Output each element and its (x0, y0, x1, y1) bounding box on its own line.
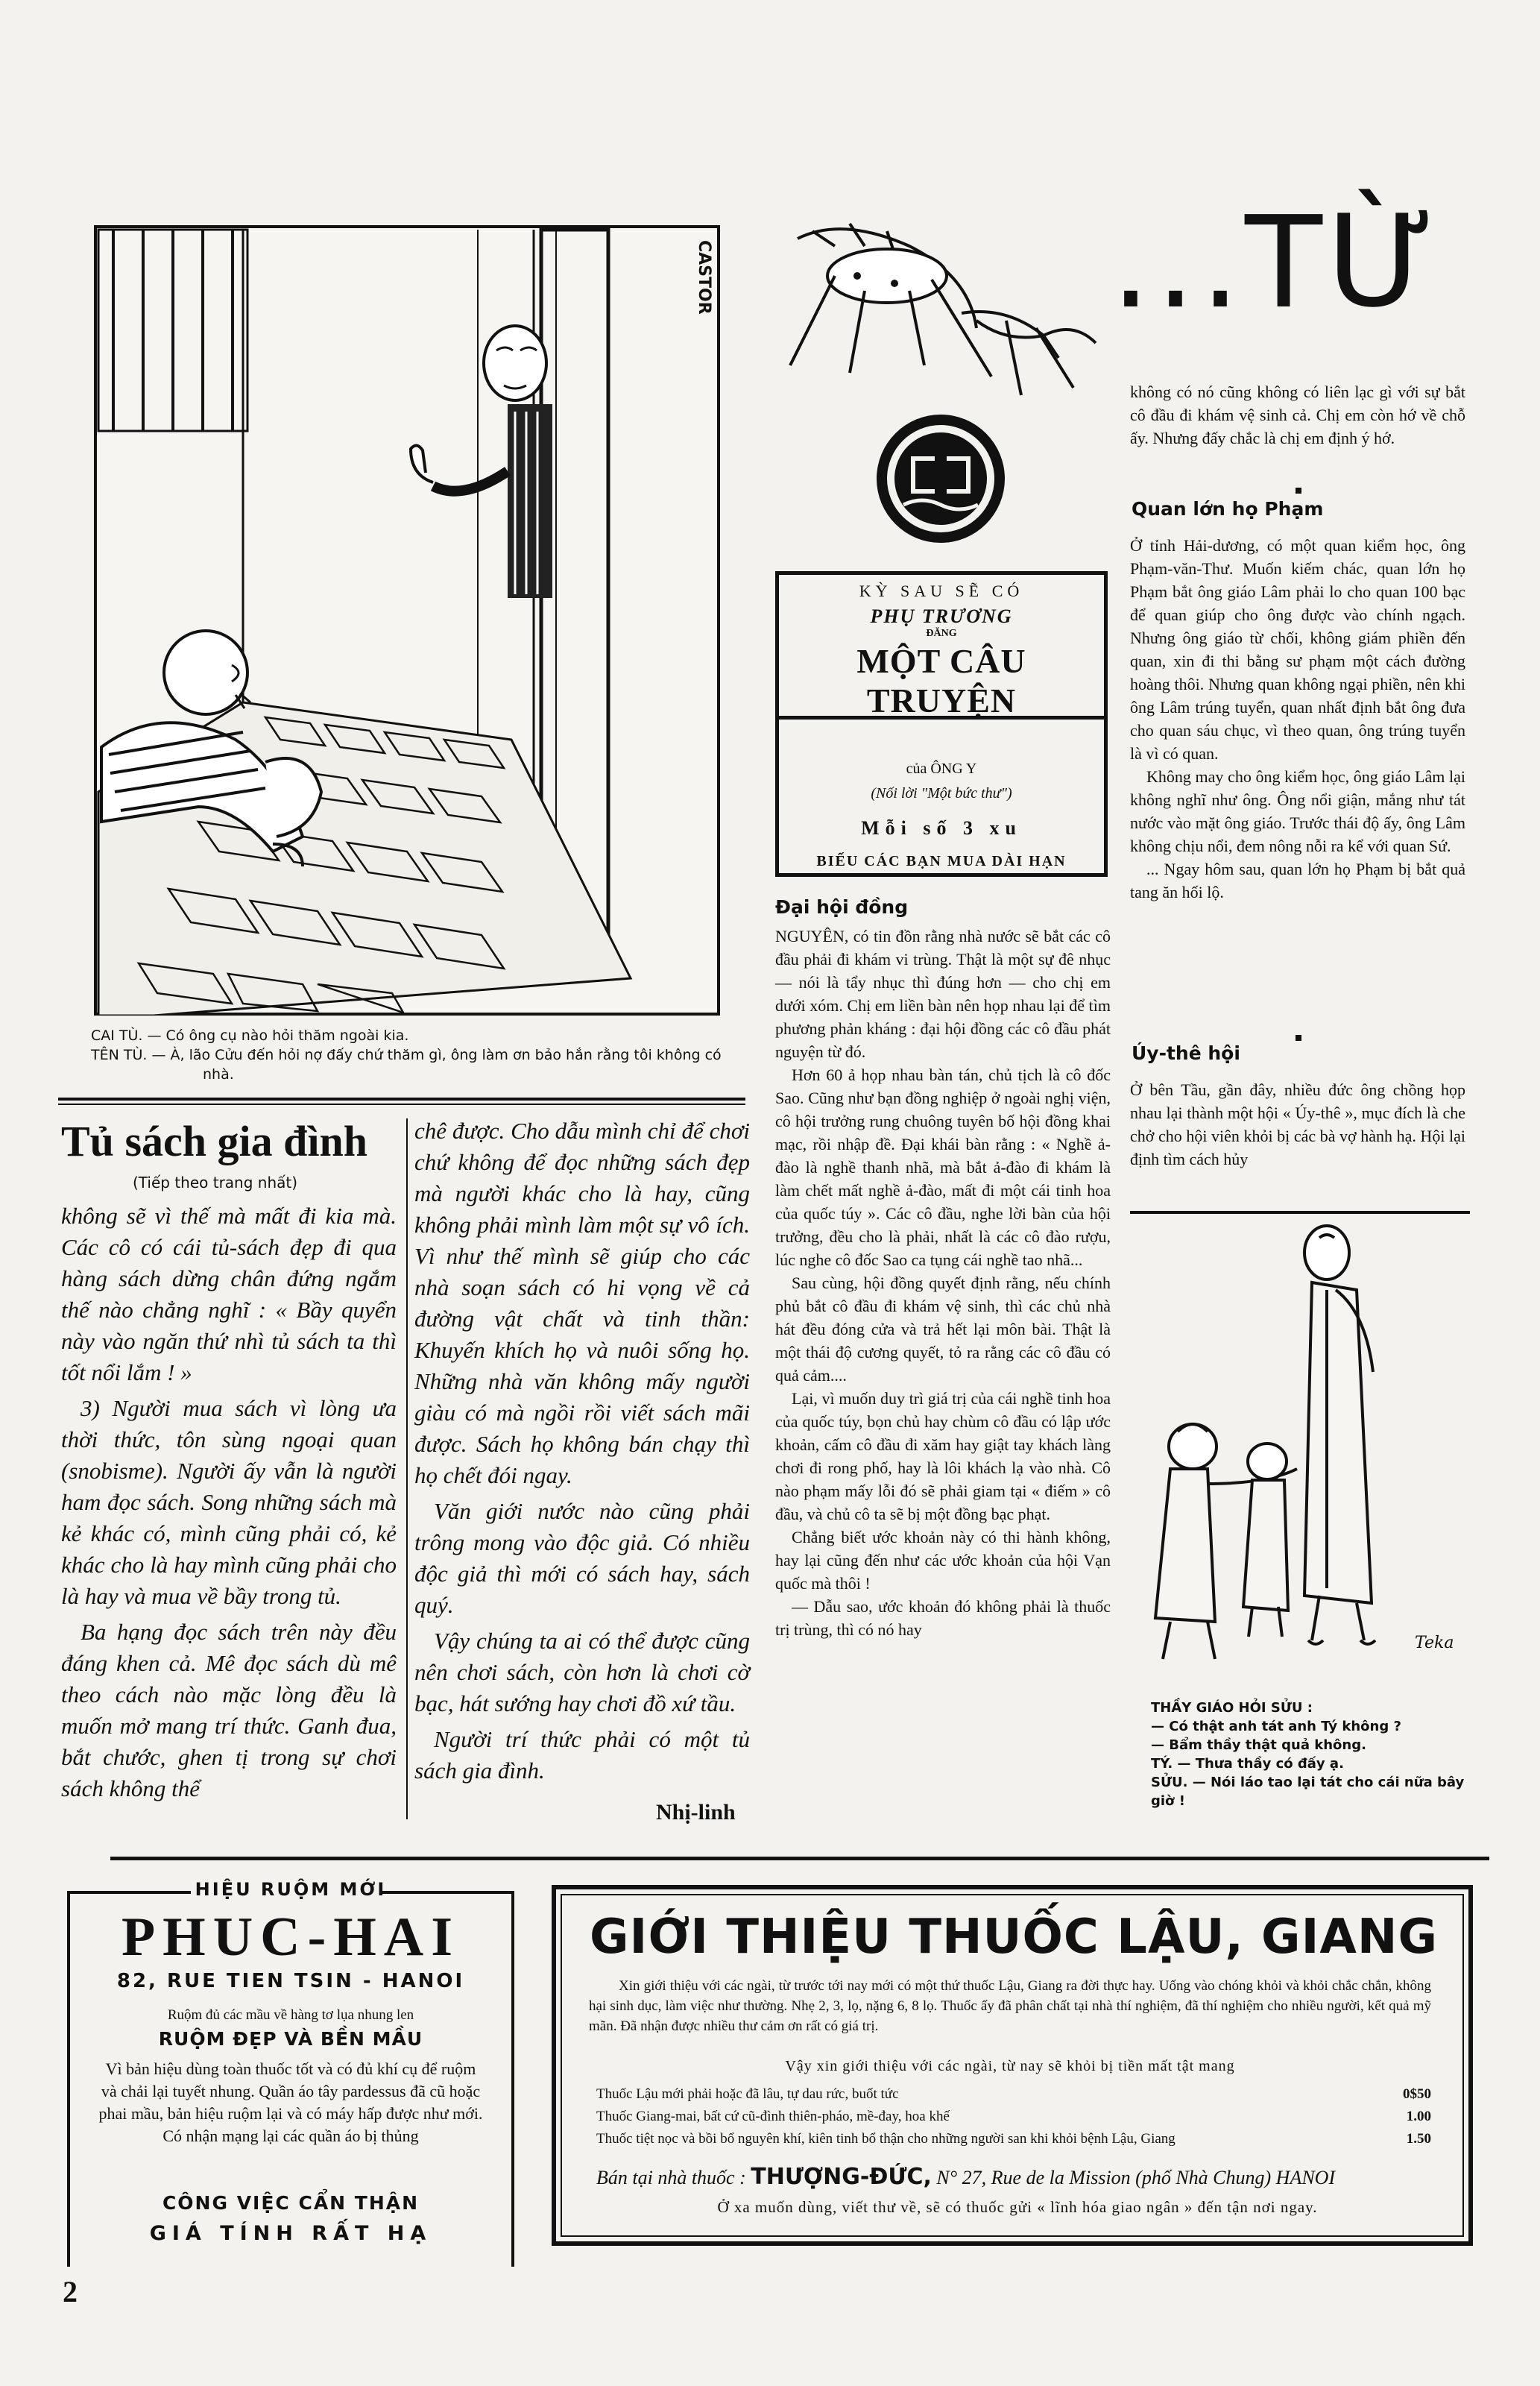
article-subtitle: (Tiếp theo trang nhất) (133, 1174, 298, 1192)
paragraph: Người trí thức phải có một tủ sách gia đình. (414, 1726, 750, 1784)
promo-line: (Nối lời "Một bức thư") (871, 785, 1012, 802)
paragraph: Sau cùng, hội đồng quyết định rằng, nếu chính phủ bắt cô đầu đi khám vệ sinh, thì các chủ nhà hát đều đóng cửa và trả hết lại môn bài. Thật là một thái độ cương quyết, tỏ ra rằng các cô đầu có quả cảm.... (775, 1274, 1111, 1385)
divider (58, 1098, 745, 1101)
seller-prefix: Bán tại nhà thuốc : (596, 2167, 746, 2188)
promo-line: KỲ SAU SẼ CÓ (859, 582, 1024, 600)
promo-line: MỘT CÂU TRUYỆN (856, 642, 1026, 720)
ad-footer: Ở xa muốn dùng, viết thư về, sẽ có thuốc gửi « lĩnh hóa giao ngân » đến tận nơi ngay. (717, 2198, 1318, 2216)
section-title: Úy-thê hội (1132, 1042, 1240, 1064)
ad-body: Xin giới thiệu với các ngài, từ trước tới nay mới có một thứ thuốc Lậu, Giang ra đời thực hay. Uống vào chóng khỏi và khỏi chắc chắn, không hại sinh dục, làm việc như thường. Nhẹ 2, 3, lọ, nặng 6, 8 lọ. Thuốc ấy đã phân chất tại nhà thí nghiệm, đã thí nghiệm cho nhiều người, kết quả mỹ mãn. Đã nhận được nhiều thư cảm ơn rất có giá trị. (589, 1978, 1431, 2034)
right-intro: không có nó cũng không có liên lạc gì với sự bắt cô đầu đi khám vệ sinh cả. Chị em còn hớ về chỗ ấy. Nhưng đấy chắc là chị em định ý hớ. (1130, 383, 1465, 447)
ad-line: CÔNG VIỆC CẨN THẬN (162, 2192, 420, 2214)
ad-seller (596, 2164, 1439, 2190)
ad-phuchai (67, 1879, 514, 2267)
cartoon-caption (91, 1026, 732, 1084)
divider (58, 1104, 745, 1105)
header-insect-illustration (783, 209, 1133, 403)
paragraph: NGUYÊN, có tin đồn rằng nhà nước sẽ bắt các cô đầu phải đi khám vi trùng. Thật là một sự đê nhục — nói là tẩy nhục thì đúng hơn — cho chị em dưới xóm. Chị em liền bàn nên họp nhau lại để tìm phương phản kháng : đại hội đồng các cô đầu phát nguyện từ đó. (775, 927, 1111, 1061)
ad-intro: Vậy xin giới thiệu với các ngài, từ nay sẽ khỏi bị tiền mất tật mang (785, 2058, 1235, 2074)
cartoon2-caption (1151, 1699, 1471, 1810)
paragraph: 3) Người mua sách vì lòng ưa thời thức, tôn sùng ngoại quan (snobisme). Người ấy vẫn là người ham đọc sách. Song những sách mà kẻ khác có, mình cũng phải có, kẻ khác cho là hay mình cũng phải cho là hay và mua về bầy trong tủ. (61, 1395, 397, 1609)
article-tusach-col2 (414, 1115, 750, 1787)
ad-line: Ruộm đủ các mầu về hàng tơ lụa nhung len (167, 2007, 414, 2023)
emblem (874, 412, 1008, 546)
cartoon-caption-line: TÊN TÙ. — À, lão Cửu đến hỏi nợ đấy chứ thăm gì, ông làm ơn bảo hắn rằng tôi không có nhà. (91, 1047, 722, 1083)
promo-line: PHỤ TRƯƠNG (870, 605, 1013, 627)
price-value: 1.00 (1406, 2109, 1431, 2124)
price-row (596, 2106, 1431, 2128)
ad-line: GIÁ TÍNH RẤT HẠ (149, 2222, 432, 2245)
section-title: Đại hội đồng (775, 896, 909, 918)
header-title: ...TỪ (1111, 189, 1440, 337)
caption-line: THẦY GIÁO HỎI SỬU : (1151, 1700, 1313, 1716)
teacher-students-illustration (1140, 1223, 1468, 1685)
promo-line: Mỗi số 3 xu (861, 817, 1022, 839)
ad-top: HIỆU RUỘM MỚI (195, 1879, 387, 1900)
uythe-body: Ở bên Tầu, gần đây, nhiều đức ông chồng họp nhau lại thành một hội « Úy-thê », mục đích là che chở cho hội viên khỏi bị các bà vợ hành hạ. Hội lại định tìm cách hủy (1130, 1080, 1465, 1168)
ad-body: Vì bản hiệu dùng toàn thuốc tốt và có đủ khí cụ để ruộm và chải lại tuyết nhung. Quần áo tây pardessus đã cũ hoặc phai mầu, bản hiệu ruộm lại và có máy hấp được như mới. Có nhận mạng lại các quần áo bị thủng (98, 2059, 483, 2145)
seller-name: THƯỢNG-ĐỨC, (751, 2164, 932, 2190)
ad-name: PHUC-HAI (121, 1907, 461, 1968)
column-rule (406, 1118, 408, 1819)
price-value: 1.50 (1406, 2131, 1431, 2147)
cartoon-castor (94, 225, 720, 1016)
paragraph: Không may cho ông kiểm học, ông giáo Lâm lại không nghĩ như ông. Ông nổi giận, mắng như tát nước vào mặt ông giáo. Trước thái độ ấy, ông Lâm không chịu nổi, đem nông nỗi ra kể với quan Sứ. (1130, 767, 1465, 855)
cartoon-prison-illustration (94, 225, 720, 1016)
caption-line: TÝ. — Thưa thầy có đấy ạ. (1151, 1756, 1344, 1772)
daihoidong-body (775, 925, 1111, 1641)
caption-line: — Bẩm thầy thật quả không. (1151, 1737, 1366, 1753)
price-row (596, 2083, 1431, 2106)
fleur-emblem-icon (874, 412, 1008, 546)
paragraph: — Dẫu sao, ước khoản đó không phải là thuốc trị trùng, thì có nó hay (775, 1597, 1111, 1639)
caption-line: SỬU. — Nói láo tao lại tát cho cái nữa bây giờ ! (1151, 1775, 1465, 1809)
cartoon-signature: Teka (1415, 1634, 1454, 1652)
promo-box-content (780, 582, 1103, 870)
page-number: 2 (63, 2275, 78, 2308)
paragraph: Ba hạng đọc sách trên này đều đáng khen cả. Mê đọc sách dù mê theo cách nào mặc lòng đều là muốn mở mang trí thức. Ganh đua, bắt chước, ghen tị trong sự chơi sách không thể (61, 1619, 397, 1801)
paragraph: không sẽ vì thế mà mất đi kia mà. Các cô có cái tủ-sách đẹp đi qua hàng sách dừng chân đứng ngắm thế nào chẳng nghĩ : « Bầy quyển này vào ngăn thứ nhì tủ sách ta thì tốt nổi lắm ! » (61, 1203, 397, 1385)
price-label: Thuốc Lậu mới phải hoặc đã lâu, tự dau rức, buốt tức (596, 2086, 899, 2102)
divider (110, 1857, 1489, 1860)
article-tusach-col1 (61, 1200, 397, 1804)
paragraph: Lại, vì muốn duy trì giá trị của cái nghề tinh hoa của quốc túy, bọn chủ hay chùm cô đầu có lập ước khoản, cấm cô đầu đi xăm hay giật tay khách làng chơi đi rong phố, hay là lôi khách lạ vào nhà. Cô nào phạm mấy lỗi đó sẽ phải giam tại « điếm » cô đầu, và chủ cô ta sẽ bị một đồng bạc phạt. (775, 1389, 1111, 1523)
ad-address: 82, RUE TIEN TSIN - HANOI (116, 1970, 465, 1992)
paragraph: Văn giới nước nào cũng phải trông mong vào độc giả. Có nhiều độc giả thì mới có sách hay, sách quý. (414, 1498, 750, 1618)
article-title: Tủ sách gia đình (61, 1117, 368, 1165)
cartoon-teacher (1140, 1223, 1468, 1685)
price-row (596, 2128, 1431, 2150)
section-title: Quan lớn họ Phạm (1132, 498, 1324, 520)
promo-line: của ÔNG Y (906, 761, 977, 777)
ad-title: GIỚI THIỆU THUỐC LẬU, GIANG (589, 1910, 1439, 1965)
paragraph: Hơn 60 ả họp nhau bàn tán, chủ tịch là cô đốc Sao. Cũng như bạn đồng nghiệp ở ngoài nghị viện, cô hội trưởng rung chuông tuyên bố hội đồng khai mạc, rồi nhập đề. Đại khái bàn rằng : « Nghề ả-đào là nghề thanh nhã, mà bắt ả-đào đi khám là làm chết mất nghề ả-đào, mất đi một cái tinh hoa của quốc túy ». Các cô đầu, nghe lời bàn của hội trưởng, đều cho là phải, nhất là các cô đào rượu, lúc nghe cô đốc Sao ca tụng cái nghề tao nhã... (775, 1065, 1111, 1269)
promo-line: BIẾU CÁC BẠN MUA DÀI HẠN (816, 853, 1067, 869)
quanlon-body (1130, 534, 1465, 904)
paragraph: chê được. Cho dẫu mình chỉ để chơi chứ không để đọc những sách đẹp mà người khác cho là hay, cũng không phải mình làm một sự vô ích. Vì như thế mình sẽ giúp cho các nhà soạn sách có hi vọng về cả đường vật chất và tinh thần: Khuyến khích họ và nuôi sống họ. Những nhà văn không mấy người giàu có mà ngồi rồi viết sách mãi được. Sách họ không bán chạy thì họ chết đói ngay. (414, 1118, 750, 1488)
paragraph: ... Ngay hôm sau, quan lớn họ Phạm bị bắt quả tang ăn hối lộ. (1130, 860, 1465, 901)
cartoon-signature: CASTOR (695, 240, 713, 315)
section-bullet (1296, 488, 1301, 494)
divider (1130, 1211, 1470, 1214)
cartoon-caption-line: CAI TÙ. — Có ông cụ nào hỏi thăm ngoài kia. (91, 1027, 409, 1044)
mantis-icon (783, 209, 1133, 403)
section-bullet (1296, 1035, 1301, 1041)
price-label: Thuốc tiệt nọc và bồi bổ nguyên khí, kiên tinh bổ thận cho những người san khi khỏi bệnh Lậu, Giang (596, 2131, 1175, 2147)
paragraph: Chẳng biết ước khoản này có thi hành không, hay lại cũng đến như các ước khoản của hội Vạn quốc mà thôi ! (775, 1528, 1111, 1593)
promo-line: ĐĂNG (926, 628, 957, 639)
article-author: Nhị-linh (656, 1800, 736, 1825)
caption-line: — Có thật anh tát anh Tý không ? (1151, 1719, 1401, 1734)
price-list (596, 2083, 1431, 2150)
ad-line: RUỘM ĐẸP VÀ BỀN MẦU (158, 2028, 423, 2050)
paragraph: Vậy chúng ta ai có thể được cũng nên chơi sách, còn hơn là chơi cờ bạc, hát sướng hay chơi đồ xứ tầu. (414, 1628, 750, 1716)
paragraph: Ở tỉnh Hải-dương, có một quan kiểm học, ông Phạm-văn-Thư. Muốn kiếm chác, quan lớn họ Phạm bắt ông giáo Lâm phải lo cho quan 100 bạc để quan giúp cho ông được vào chính ngạch. Nhưng ông giáo từ chối, không giám phiền đến quan, xin đi thi bằng sư phạm một cách đường hoàng thôi. Nhưng quan không ngại phiền, nên khi ông Lâm trúng tuyển, quan nhất định bắt ông đưa cho quan sáu chục, vì theo quan, ông trúng tuyển là vì có quan. (1130, 536, 1465, 763)
seller-address: N° 27, Rue de la Mission (phố Nhà Chung) HANOI (936, 2167, 1336, 2188)
price-label: Thuốc Giang-mai, bất cứ cũ-đình thiên-pháo, mề-đay, hoa khế (596, 2109, 950, 2124)
price-value: 0$50 (1403, 2086, 1431, 2102)
